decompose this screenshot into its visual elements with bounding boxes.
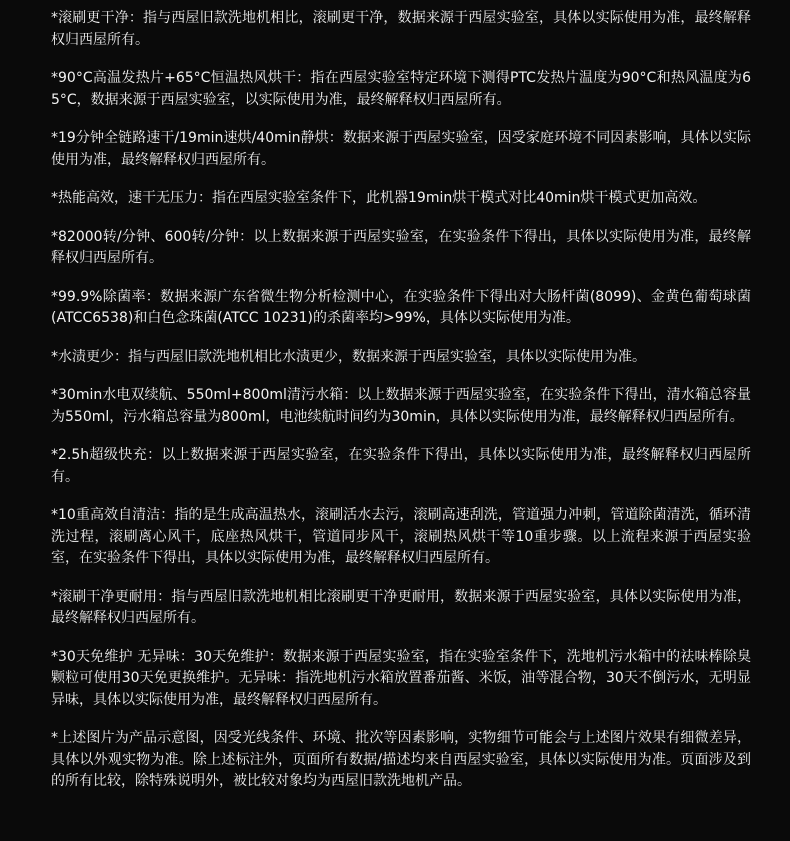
note-sterilization-rate: *99.9%除菌率：数据来源广东省微生物分析检测中心，在实验条件下得出对大肠杆菌(8099)、金黄色葡萄球菌(ATCC6538)和白色念珠菌(ATCC 10231)的杀菌率均>99%，具体以实际使用为准。	[51, 288, 751, 326]
note-durable-roller: *滚刷干净更耐用：指与西屋旧款洗地机相比滚刷更干净更耐用，数据来源于西屋实验室，具体以实际使用为准，最终解释权归西屋所有。	[51, 588, 751, 626]
note-heating-drying: *90°C高温发热片+65°C恒温热风烘干：指在西屋实验室特定环境下测得PTC发热片温度为90°C和热风温度为65°C，数据来源于西屋实验室，以实际使用为准，最终解释权归西屋所有。	[51, 70, 751, 108]
note-thermal-efficiency: *热能高效，速干无压力：指在西屋实验室条件下，此机器19min烘干模式对比40min烘干模式更加高效。	[51, 190, 707, 206]
note-less-water-stains: *水渍更少：指与西屋旧款洗地机相比水渍更少，数据来源于西屋实验室，具体以实际使用为准。	[51, 348, 646, 365]
note-clean-roller: *滚刷更干净：指与西屋旧款洗地机相比，滚刷更干净，数据来源于西屋实验室，具体以实际使用为准，最终解释权归西屋所有。	[51, 10, 751, 48]
note-fast-charge: *2.5h超级快充：以上数据来源于西屋实验室，在实验条件下得出，具体以实际使用为准，最终解释权归西屋所有。	[51, 447, 751, 485]
note-image-disclaimer: *上述图片为产品示意图，因受光线条件、环境、批次等因素影响，实物细节可能会与上述图片效果有细微差异，具体以外观实物为准。除上述标注外，页面所有数据/描述均来自西屋实验室，具体以实际使用为准。页面涉及到的所有比较，除特殊说明外，被比较对象均为西屋旧款洗地机产品。	[51, 730, 751, 789]
note-rotation-speed: *82000转/分钟、600转/分钟：以上数据来源于西屋实验室，在实验条件下得出，具体以实际使用为准，最终解释权归西屋所有。	[51, 228, 751, 266]
note-battery-tanks: *30min水电双续航、550ml+800ml清污水箱：以上数据来源于西屋实验室，在实验条件下得出，清水箱总容量为550ml，污水箱总容量为800ml，电池续航时间约为30min，具体以实际使用为准，最终解释权归西屋所有。	[51, 387, 751, 425]
note-fast-drying: *19分钟全链路速干/19min速烘/40min静烘：数据来源于西屋实验室，因受家庭环境不同因素影响，具体以实际使用为准，最终解释权归西屋所有。	[51, 130, 751, 168]
note-maintenance-free: *30天免维护 无异味：30天免维护：数据来源于西屋实验室，指在实验室条件下，洗地机污水箱中的祛味棒除臭颗粒可使用30天免更换维护。无异味：指洗地机污水箱放置番茄酱、米饭，油等混合物，30天不倒污水，无明显异味，具体以实际使用为准，最终解释权归西屋所有。	[51, 648, 751, 708]
note-self-cleaning: *10重高效自清洁：指的是生成高温热水，滚刷活水去污，滚刷高速刮洗，管道强力冲刺，管道除菌清洗，循环清洗过程，滚刷离心风干，底座热风烘干，管道同步风干，滚刷热风烘干等10重步骤。以上流程来源于西屋实验室，在实验条件下得出，具体以实际使用为准，最终解释权归西屋所有。	[51, 507, 751, 566]
disclaimer-notes-list	[51, 8, 751, 810]
